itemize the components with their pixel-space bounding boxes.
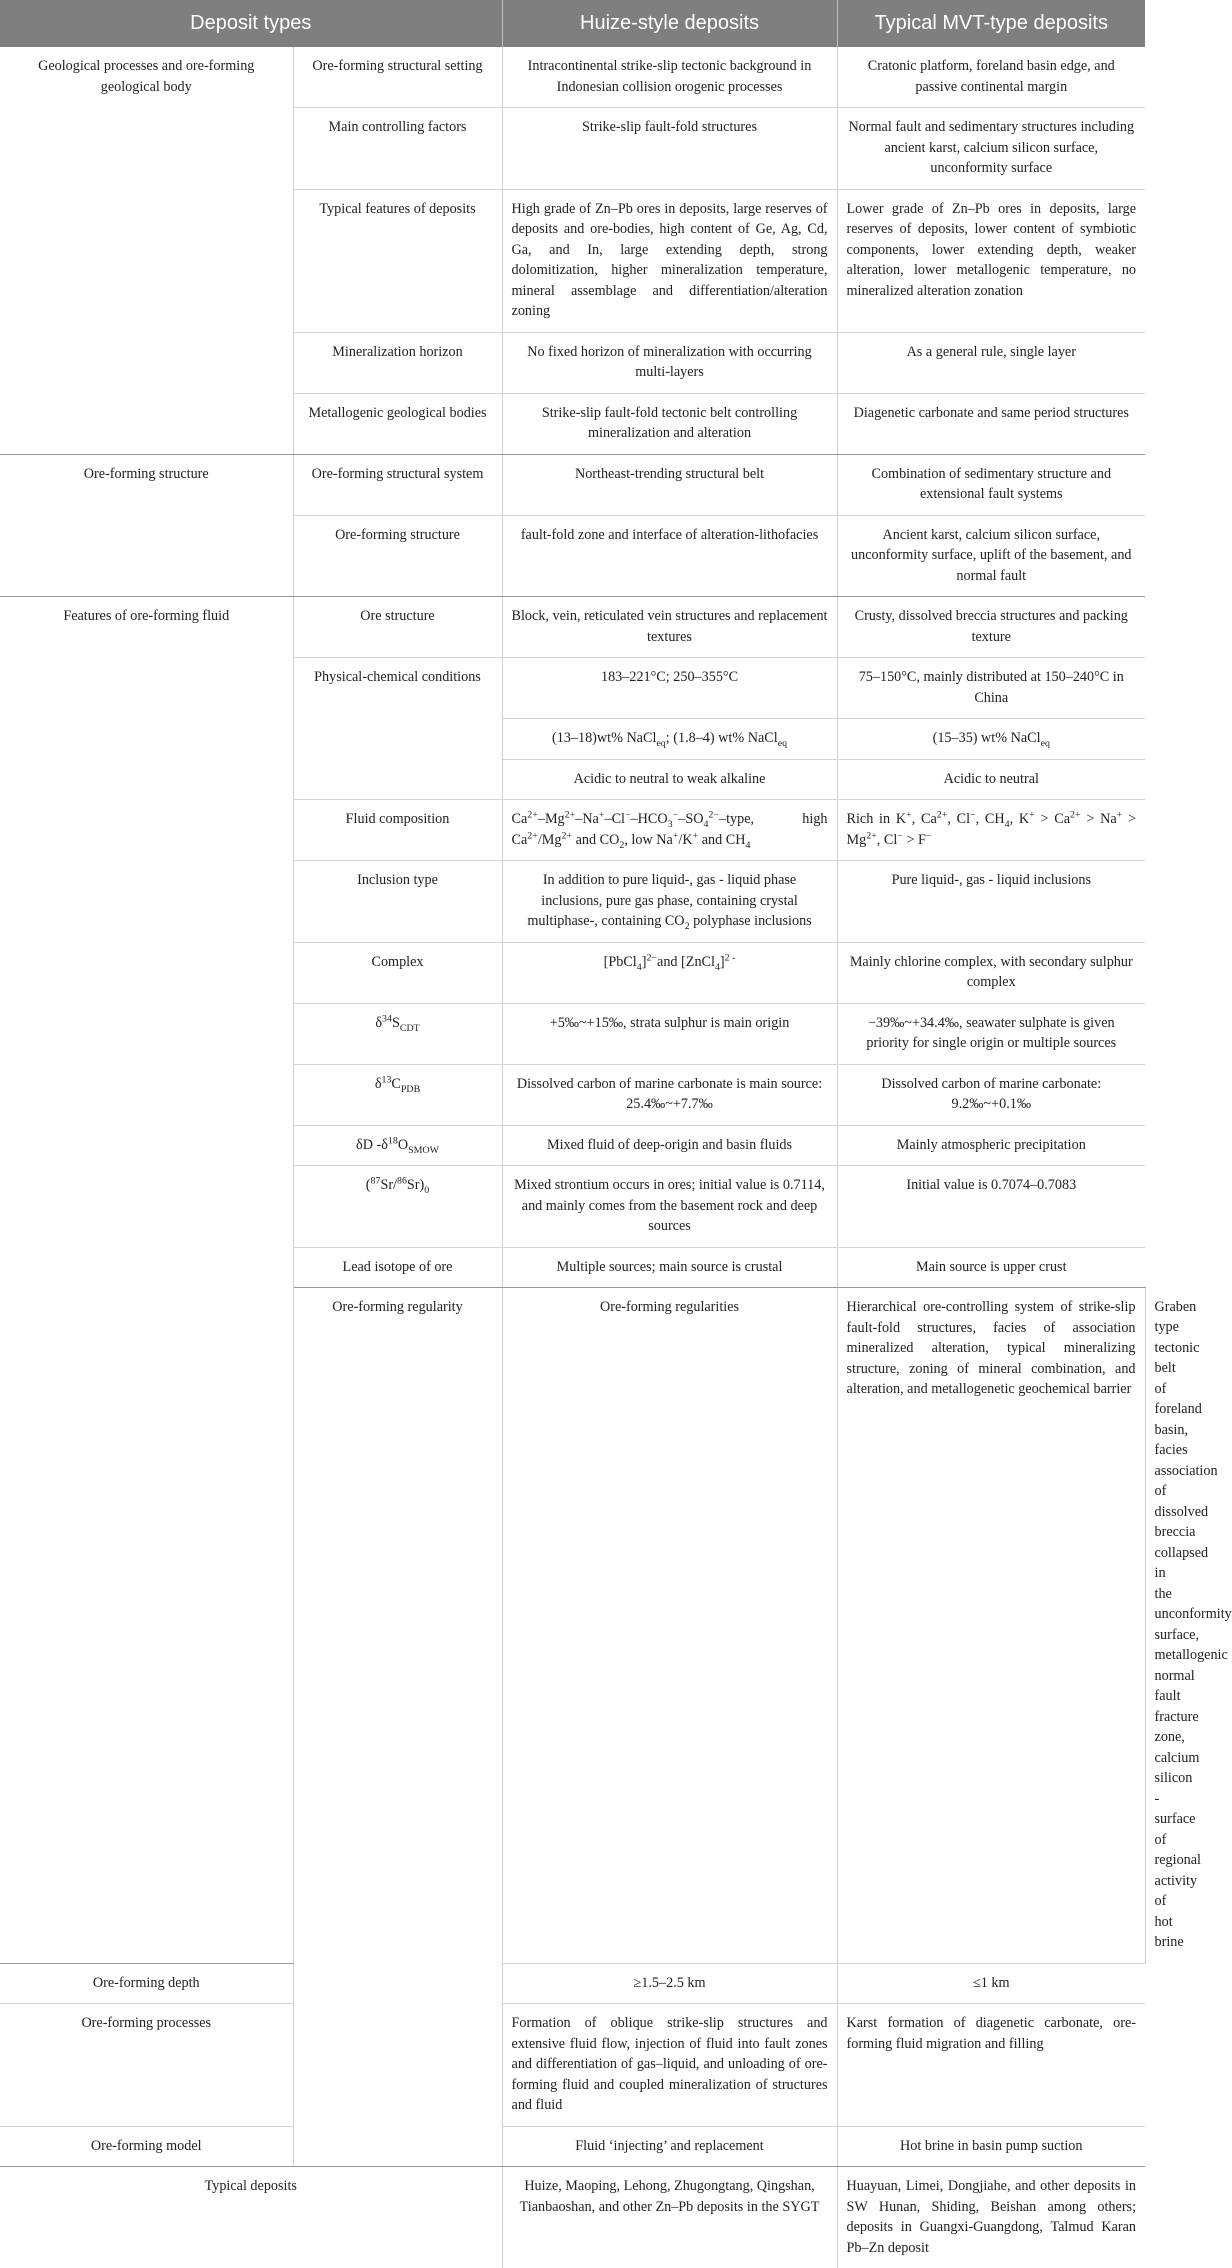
huize-cell: Huize, Maoping, Lehong, Zhugongtang, Qingshan, Tianbaoshan, and other Zn–Pb deposits in the SYGT xyxy=(502,2167,837,2268)
mvt-cell: Combination of sedimentary structure and extensional fault systems xyxy=(837,454,1145,515)
huize-cell: No fixed horizon of mineralization with occurring multi-layers xyxy=(502,332,837,393)
huize-cell: Multiple sources; main source is crustal xyxy=(502,1247,837,1288)
mvt-cell: As a general rule, single layer xyxy=(837,332,1145,393)
huize-cell: 183–221°C; 250–355°C xyxy=(502,658,837,719)
mvt-cell: Huayuan, Limei, Dongjiahe, and other deposits in SW Hunan, Shiding, Beishan among others; deposits in Guangxi-Guangdong, Talmud Karan Pb–Zn deposit xyxy=(837,2167,1145,2268)
mvt-cell: Cratonic platform, foreland basin edge, and passive continental margin xyxy=(837,47,1145,108)
feature-cell: Lead isotope of ore xyxy=(293,1247,502,1288)
feature-cell: Metallogenic geological bodies xyxy=(293,393,502,454)
huize-cell: ≥1.5–2.5 km xyxy=(502,1963,837,2004)
feature-cell: Ore-forming processes xyxy=(0,2004,293,2127)
header-huize-style: Huize-style deposits xyxy=(502,0,837,47)
feature-cell: $(^{87}Sr/^{86}Sr)_0$ xyxy=(293,1166,502,1248)
mvt-cell: Initial value is 0.7074–0.7083 xyxy=(837,1166,1145,1248)
feature-cell: Typical features of deposits xyxy=(293,189,502,332)
feature-cell: $\delta^{13}C_{PDB}$ xyxy=(293,1064,502,1125)
huize-cell: Northeast-trending structural belt xyxy=(502,454,837,515)
feature-cell: Ore-forming structural system xyxy=(293,454,502,515)
huize-cell: Acidic to neutral to weak alkaline xyxy=(502,759,837,800)
mvt-cell: Pure liquid-, gas - liquid inclusions xyxy=(837,861,1145,943)
mvt-cell: Dissolved carbon of marine carbonate: 9.2‰~+0.1‰ xyxy=(837,1064,1145,1125)
mvt-cell: Main source is upper crust xyxy=(837,1247,1145,1288)
table-row: Ore-forming regularity Ore-forming regularities Hierarchical ore-controlling system of strike-slip fault-fold structures, facies of association mineralized alteration, typical mineralizing structure, zoning of mineral combination, and alteration, and metallogenetic geochemical barrier Graben type tectonic belt of foreland basin, facies association of dissolved breccia collapsed in the unconformity surface, metallogenic normal fault fracture zone, calcium silicon - surface of regional activity of hot brine xyxy=(0,1288,1145,1964)
huize-cell: Block, vein, reticulated vein structures and replacement textures xyxy=(502,597,837,658)
huize-cell: Mixed strontium occurs in ores; initial value is 0.7114, and mainly comes from the basement rock and deep sources xyxy=(502,1166,837,1248)
mvt-cell: Ancient karst, calcium silicon surface, unconformity surface, uplift of the basement, and normal fault xyxy=(837,515,1145,597)
feature-cell: Complex xyxy=(293,942,502,1003)
huize-cell: [PbCl$_4$]$^{2-}$and [ZnCl$_4$]$^{2 -}$ xyxy=(502,942,837,1003)
table-row xyxy=(0,1963,1145,2004)
feature-cell: Mineralization horizon xyxy=(293,332,502,393)
huize-cell: High grade of Zn–Pb ores in deposits, large reserves of deposits and ore-bodies, high content of Ge, Ag, Cd, Ga, and In, large extending depth, strong dolomitization, higher mineralization temperature, mineral assemblage and differentiation/alteration zoning xyxy=(502,189,837,332)
category-cell: Geological processes and ore-forming geological body xyxy=(0,47,293,454)
mvt-cell: Mainly chlorine complex, with secondary sulphur complex xyxy=(837,942,1145,1003)
huize-cell: Hierarchical ore-controlling system of strike-slip fault-fold structures, facies of association mineralized alteration, typical mineralizing structure, zoning of mineral combination, and alteration, and metallogenetic geochemical barrier xyxy=(837,1288,1145,1964)
huize-cell: Mixed fluid of deep-origin and basin fluids xyxy=(502,1125,837,1166)
huize-cell: Dissolved carbon of marine carbonate is main source: 25.4‰~+7.7‰ xyxy=(502,1064,837,1125)
header-mvt-type: Typical MVT-type deposits xyxy=(837,0,1145,47)
feature-cell: Ore-forming regularities xyxy=(502,1288,837,1964)
feature-cell: Ore-forming structure xyxy=(293,515,502,597)
feature-cell: Fluid composition xyxy=(293,800,502,861)
huize-cell: Intracontinental strike-slip tectonic background in Indonesian collision orogenic processes xyxy=(502,47,837,108)
mvt-cell: −39‰~+34.4‰, seawater sulphate is given priority for single origin or multiple sources xyxy=(837,1003,1145,1064)
category-cell: Ore-forming regularity xyxy=(293,1288,502,2167)
mvt-cell: ≤1 km xyxy=(837,1963,1145,2004)
huize-cell: Strike-slip fault-fold tectonic belt controlling mineralization and alteration xyxy=(502,393,837,454)
table-row xyxy=(0,2167,1145,2268)
feature-cell: Inclusion type xyxy=(293,861,502,943)
feature-cell: Ore-forming depth xyxy=(0,1963,293,2004)
mvt-cell: Lower grade of Zn–Pb ores in deposits, large reserves of deposits, lower content of symbiotic components, lower extending depth, weaker alteration, lower metallogenic temperature, no mineralized alteration zonation xyxy=(837,189,1145,332)
table-row xyxy=(0,597,1145,658)
table-body xyxy=(0,47,1145,2268)
header-deposit-types: Deposit types xyxy=(0,0,502,47)
table-row xyxy=(0,2126,1145,2167)
huize-cell: Fluid ‘injecting’ and replacement xyxy=(502,2126,837,2167)
feature-cell: Main controlling factors xyxy=(293,108,502,190)
feature-cell: Ore structure xyxy=(293,597,502,658)
table-row xyxy=(0,454,1145,515)
huize-cell: fault-fold zone and interface of alteration-lithofacies xyxy=(502,515,837,597)
table-row xyxy=(0,47,1145,108)
huize-cell: $Ca^{2+}-Mg^{2+}-Na^+-Cl^--HCO_3^--SO_4^{2-}$–type, high $Ca^{2+}/Mg^{2+}$ and $CO_2$, low Na+/K+ and $CH_4$ xyxy=(502,800,837,861)
category-cell: Typical deposits xyxy=(0,2167,502,2268)
mvt-cell: Karst formation of diagenetic carbonate, ore-forming fluid migration and filling xyxy=(837,2004,1145,2127)
mvt-cell: Mainly atmospheric precipitation xyxy=(837,1125,1145,1166)
feature-cell: Ore-forming model xyxy=(0,2126,293,2167)
feature-cell: Ore-forming structural setting xyxy=(293,47,502,108)
mvt-cell: Diagenetic carbonate and same period structures xyxy=(837,393,1145,454)
mvt-cell: Hot brine in basin pump suction xyxy=(837,2126,1145,2167)
mvt-cell: 75–150°C, mainly distributed at 150–240°C in China xyxy=(837,658,1145,719)
mvt-cell: (15–35) wt% NaCl$_{eq}$ xyxy=(837,719,1145,760)
table-header-row xyxy=(0,0,1145,47)
huize-cell: Formation of oblique strike-slip structures and extensive fluid flow, injection of fluid into fault zones and differentiation of gas–liquid, and unloading of ore-forming fluid and coupled mineralization of structures and fluid xyxy=(502,2004,837,2127)
category-cell: Ore-forming structure xyxy=(0,454,293,597)
mvt-cell: Crusty, dissolved breccia structures and packing texture xyxy=(837,597,1145,658)
huize-cell: (13–18)wt% NaCl$_{eq}$; (1.8–4) wt% NaCl$_{eq}$ xyxy=(502,719,837,760)
mvt-cell: Normal fault and sedimentary structures including ancient karst, calcium silicon surface, unconformity surface xyxy=(837,108,1145,190)
table-row xyxy=(0,2004,1145,2127)
feature-cell: $\delta^{34}S_{CDT}$ xyxy=(293,1003,502,1064)
huize-cell: In addition to pure liquid-, gas - liquid phase inclusions, pure gas phase, containing crystal multiphase-, containing $CO_2$ polyphase inclusions xyxy=(502,861,837,943)
huize-cell: Strike-slip fault-fold structures xyxy=(502,108,837,190)
huize-cell: +5‰~+15‰, strata sulphur is main origin xyxy=(502,1003,837,1064)
mvt-cell: Acidic to neutral xyxy=(837,759,1145,800)
mvt-cell: Rich in K+, $Ca^{2+}$, Cl−, $CH_4$, $K^+ > Ca^{2+} > Na^+ > Mg^{2+}$, Cl− > F− xyxy=(837,800,1145,861)
feature-cell: Physical-chemical conditions xyxy=(293,658,502,800)
feature-cell: δD $-\delta^{18}O_{SMOW}$ xyxy=(293,1125,502,1166)
category-cell: Features of ore-forming fluid xyxy=(0,597,293,1964)
